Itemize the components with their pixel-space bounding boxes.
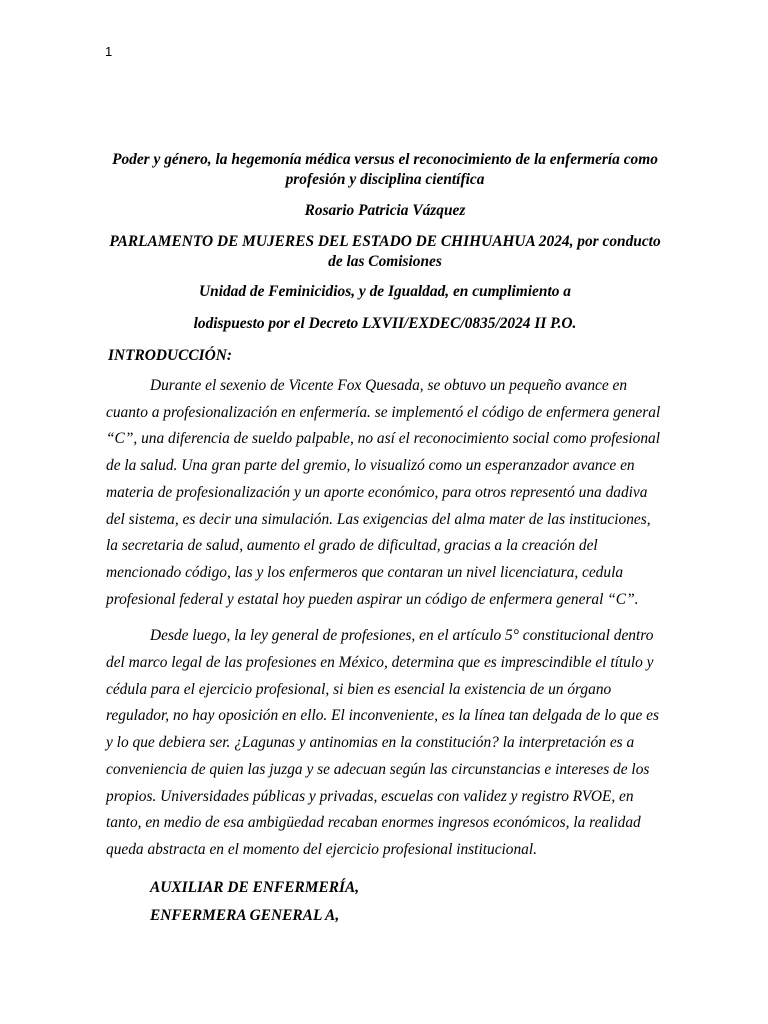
parliament-line: PARLAMENTO DE MUJERES DEL ESTADO DE CHIHUAHUA 2024, por conducto de las Comisiones — [109, 233, 661, 270]
document-title: Poder y género, la hegemonía médica versus el reconocimiento de la enfermería como profesión y disciplina científica — [112, 151, 658, 188]
paragraph: Desde luego, la ley general de profesiones, en el artículo 5° constitucional dentro del marco legal de las profesiones en México, determina que es imprescindible el título y cédula para el ejercicio profesional, si bien es esencial la existencia de un órgano regulador, no hay oposición en ello. El inconveniente, es la línea tan delgada de lo que es y lo que debiera ser. ¿Lagunas y antinomias en la constitución? la interpretación es a conveniencia de quien las juzga y se adecuan según las circunstancias e intereses de los propios. Universidades públicas y privadas, escuelas con validez y registro RVOE, en tanto, en medio de esa ambigüedad recaban enormes ingresos económicos, la realidad queda abstracta en el momento del ejercicio profesional institucional. — [106, 627, 659, 858]
unit-line: Unidad de Feminicidios, y de Igualdad, en cumplimiento a — [199, 283, 571, 300]
list — [150, 874, 664, 930]
decree-line: lodispuesto por el Decreto LXVII/EXDEC/0835/2024 II P.O. — [193, 315, 577, 332]
paragraph: Durante el sexenio de Vicente Fox Quesada, se obtuvo un pequeño avance en cuanto a profesionalización en enfermería. se implementó el código de enfermera general “C”, una diferencia de sueldo palpable, no así el reconocimiento social como profesional de la salud. Una gran parte del gremio, lo visualizó como un esperanzador avance en materia de profesionalización y un aporte económico, para otros representó una dadiva del sistema, es decir una simulación. Las exigencias del alma mater de las instituciones, la secretaria de salud, aumento el grado de dificultad, gracias a la creación del mencionado código, las y los enfermeros que contaran un nivel licenciatura, cedula profesional federal y estatal hoy pueden aspirar un código de enfermera general “C”. — [106, 377, 661, 608]
document-body — [106, 150, 664, 930]
page-number: 1 — [105, 44, 113, 59]
list-item: AUXILIAR DE ENFERMERÍA, — [150, 878, 360, 896]
section-heading: INTRODUCCIÓN: — [108, 347, 232, 364]
author-name: Rosario Patricia Vázquez — [304, 202, 466, 219]
list-item: ENFERMERA GENERAL A, — [150, 906, 340, 924]
